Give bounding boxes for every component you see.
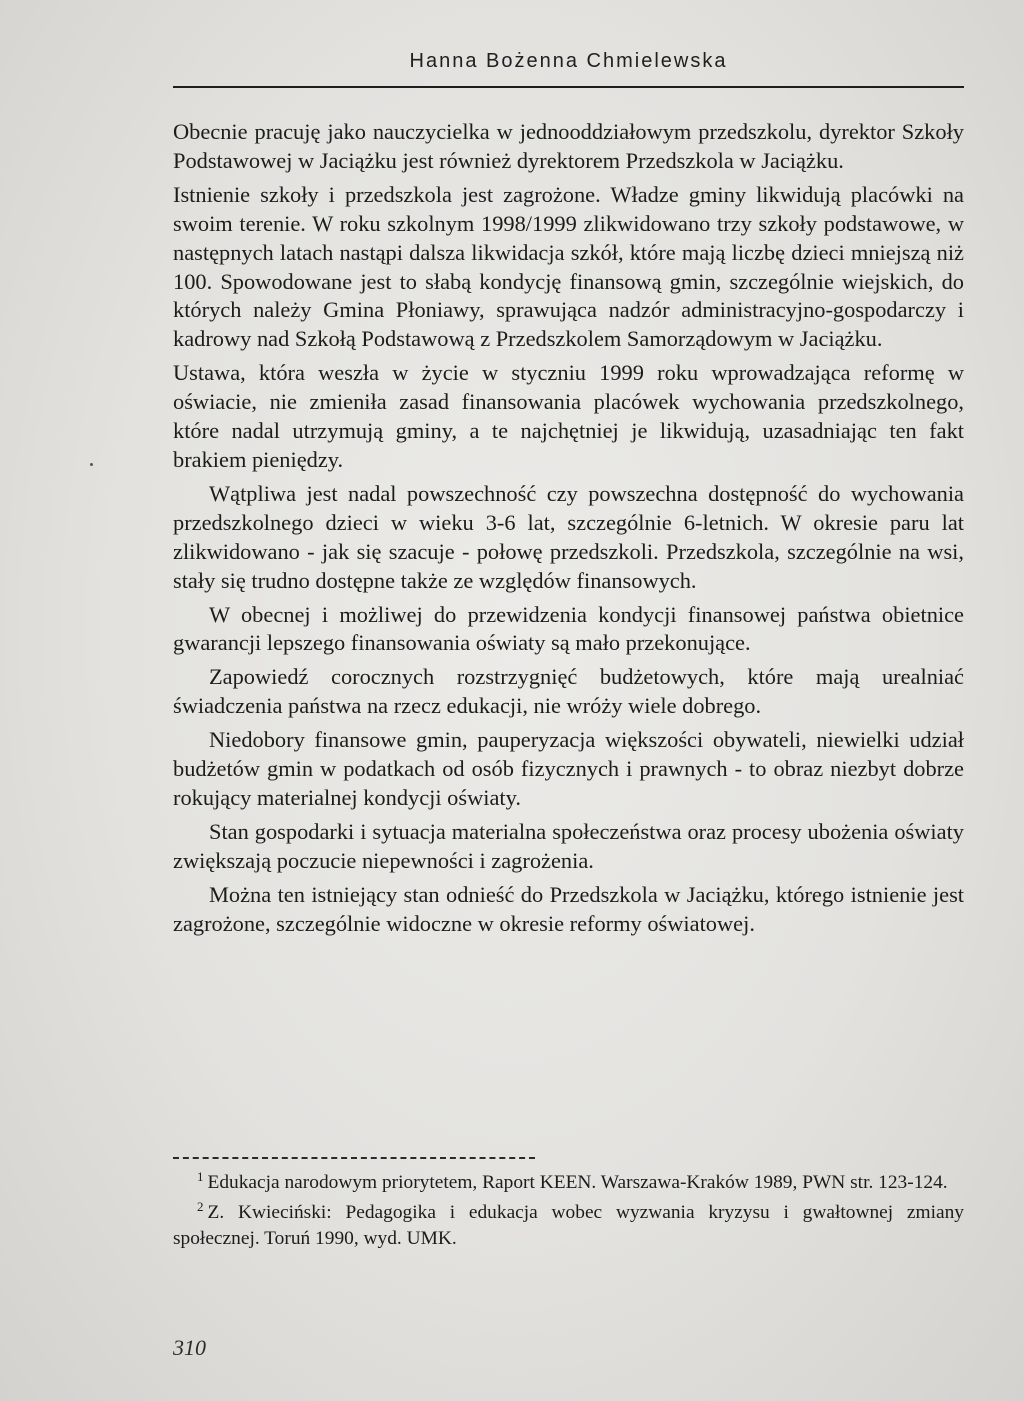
header-rule: [173, 86, 964, 88]
body-text: [173, 118, 964, 943]
footnote-mark: 1: [197, 1168, 204, 1184]
paragraph: W obecnej i możliwej do przewidzenia kondycji finansowej państwa obietnice gwarancji lepszego finansowania oświaty są mało przekonujące.: [173, 601, 964, 656]
paragraph: Można ten istniejący stan odnieść do Przedszkola w Jaciążku, którego istnienie jest zagrożone, szczególnie widoczne w okresie reformy oświatowej.: [173, 881, 964, 936]
paragraph: Ustawa, która weszła w życie w styczniu 1999 roku wprowadzająca reformę w oświacie, nie zmieniła zasad finansowania placówek wychowania przedszkolnego, które nadal utrzymują gminy, a te najchętniej je likwidują, uzasadniając ten fakt brakiem pieniędzy.: [173, 360, 964, 472]
page-number: 310: [173, 1335, 206, 1360]
footnote: [173, 1200, 964, 1252]
margin-speck: [90, 463, 93, 466]
footnote: [173, 1170, 964, 1196]
footnote-text: Z. Kwieciński: Pedagogika i edukacja wobec wyzwania kryzysu i gwałtownej zmiany społecznej. Toruń 1990, wyd. UMK.: [173, 1202, 964, 1249]
paragraph: Wątpliwa jest nadal powszechność czy powszechna dostępność do wychowania przedszkolnego dzieci w wieku 3-6 lat, szczególnie 6-letnich. W okresie paru lat zlikwidowano - jak się szacuje - połowę przedszkoli. Przedszkola, szczególnie na wsi, stały się trudno dostępne także ze względów finansowych.: [173, 480, 964, 593]
running-head: Hanna Bożenna Chmielewska: [409, 50, 728, 72]
paragraph: Obecnie pracuję jako nauczycielka w jednooddziałowym przedszkolu, dyrektor Szkoły Podstawowej w Jaciążku jest również dyrektorem Przedszkola w Jaciążku.: [173, 119, 964, 173]
footnote-separator: [173, 1157, 535, 1159]
footnotes: [173, 1170, 964, 1256]
paragraph: Zapowiedź corocznych rozstrzygnięć budżetowych, które mają urealniać świadczenia państwa na rzecz edukacji, nie wróży wiele dobrego.: [173, 664, 964, 719]
paragraph: Istnienie szkoły i przedszkola jest zagrożone. Władze gminy likwidują placówki na swoim terenie. W roku szkolnym 1998/1999 zlikwidowano trzy szkoły podstawowe, w następnych latach nastąpi dalsza likwidacja szkół, które mają liczbę dzieci mniejszą niż 100. Spowodowane jest to słabą kondycję finansową gmin, szczególnie wiejskich, do których należy Gmina Płoniawy, sprawująca nadzór administracyjno-gospodarczy i kadrowy nad Szkołą Podstawową z Przedszkolem Samorządowym w Jaciążku.: [173, 181, 964, 352]
footnote-mark: 2: [197, 1198, 204, 1214]
paragraph: Stan gospodarki i sytuacja materialna społeczeństwa oraz procesy ubożenia oświaty zwiększają poczucie niepewności i zagrożenia.: [173, 818, 964, 873]
footnote-text: Edukacja narodowym priorytetem, Raport KEEN. Warszawa-Kraków 1989, PWN str. 123-124.: [207, 1172, 948, 1193]
paragraph: Niedobory finansowe gmin, pauperyzacja większości obywateli, niewielki udział budżetów gmin w podatkach od osób fizycznych i prawnych - to obraz niezbyt dobrze rokujący materialnej kondycji oświaty.: [173, 727, 964, 810]
